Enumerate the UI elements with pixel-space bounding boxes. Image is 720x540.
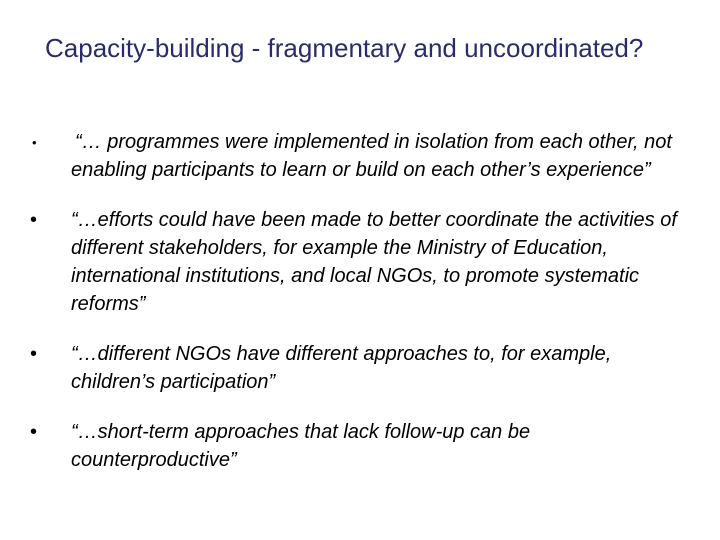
bullet-item-2 bbox=[30, 206, 690, 318]
bullet-marker: • bbox=[30, 421, 38, 443]
bullet-marker: • bbox=[30, 209, 38, 231]
bullet-text: “…efforts could have been made to better coordinate the activities of different stakeholders, for example the Ministry of Education, international institutions, and local NGOs, to promote systematic reforms” bbox=[71, 209, 677, 315]
bullet-marker: • bbox=[30, 343, 38, 365]
bullet-item-4 bbox=[30, 418, 690, 474]
bullet-item-1 bbox=[30, 128, 690, 184]
bullet-item-3 bbox=[30, 340, 690, 396]
bullet-text: “…short-term approaches that lack follow-up can be counterproductive” bbox=[71, 421, 531, 471]
bullet-marker: • bbox=[32, 135, 37, 150]
bullet-text: “…different NGOs have different approaches to, for example, children’s participation” bbox=[71, 343, 612, 393]
slide-title: Capacity-building - fragmentary and uncoordinated? bbox=[45, 33, 644, 63]
bullet-list bbox=[30, 128, 690, 474]
bullet-text: “… programmes were implemented in isolation from each other, not enabling participants to learn or build on each other’s experience” bbox=[71, 131, 672, 181]
